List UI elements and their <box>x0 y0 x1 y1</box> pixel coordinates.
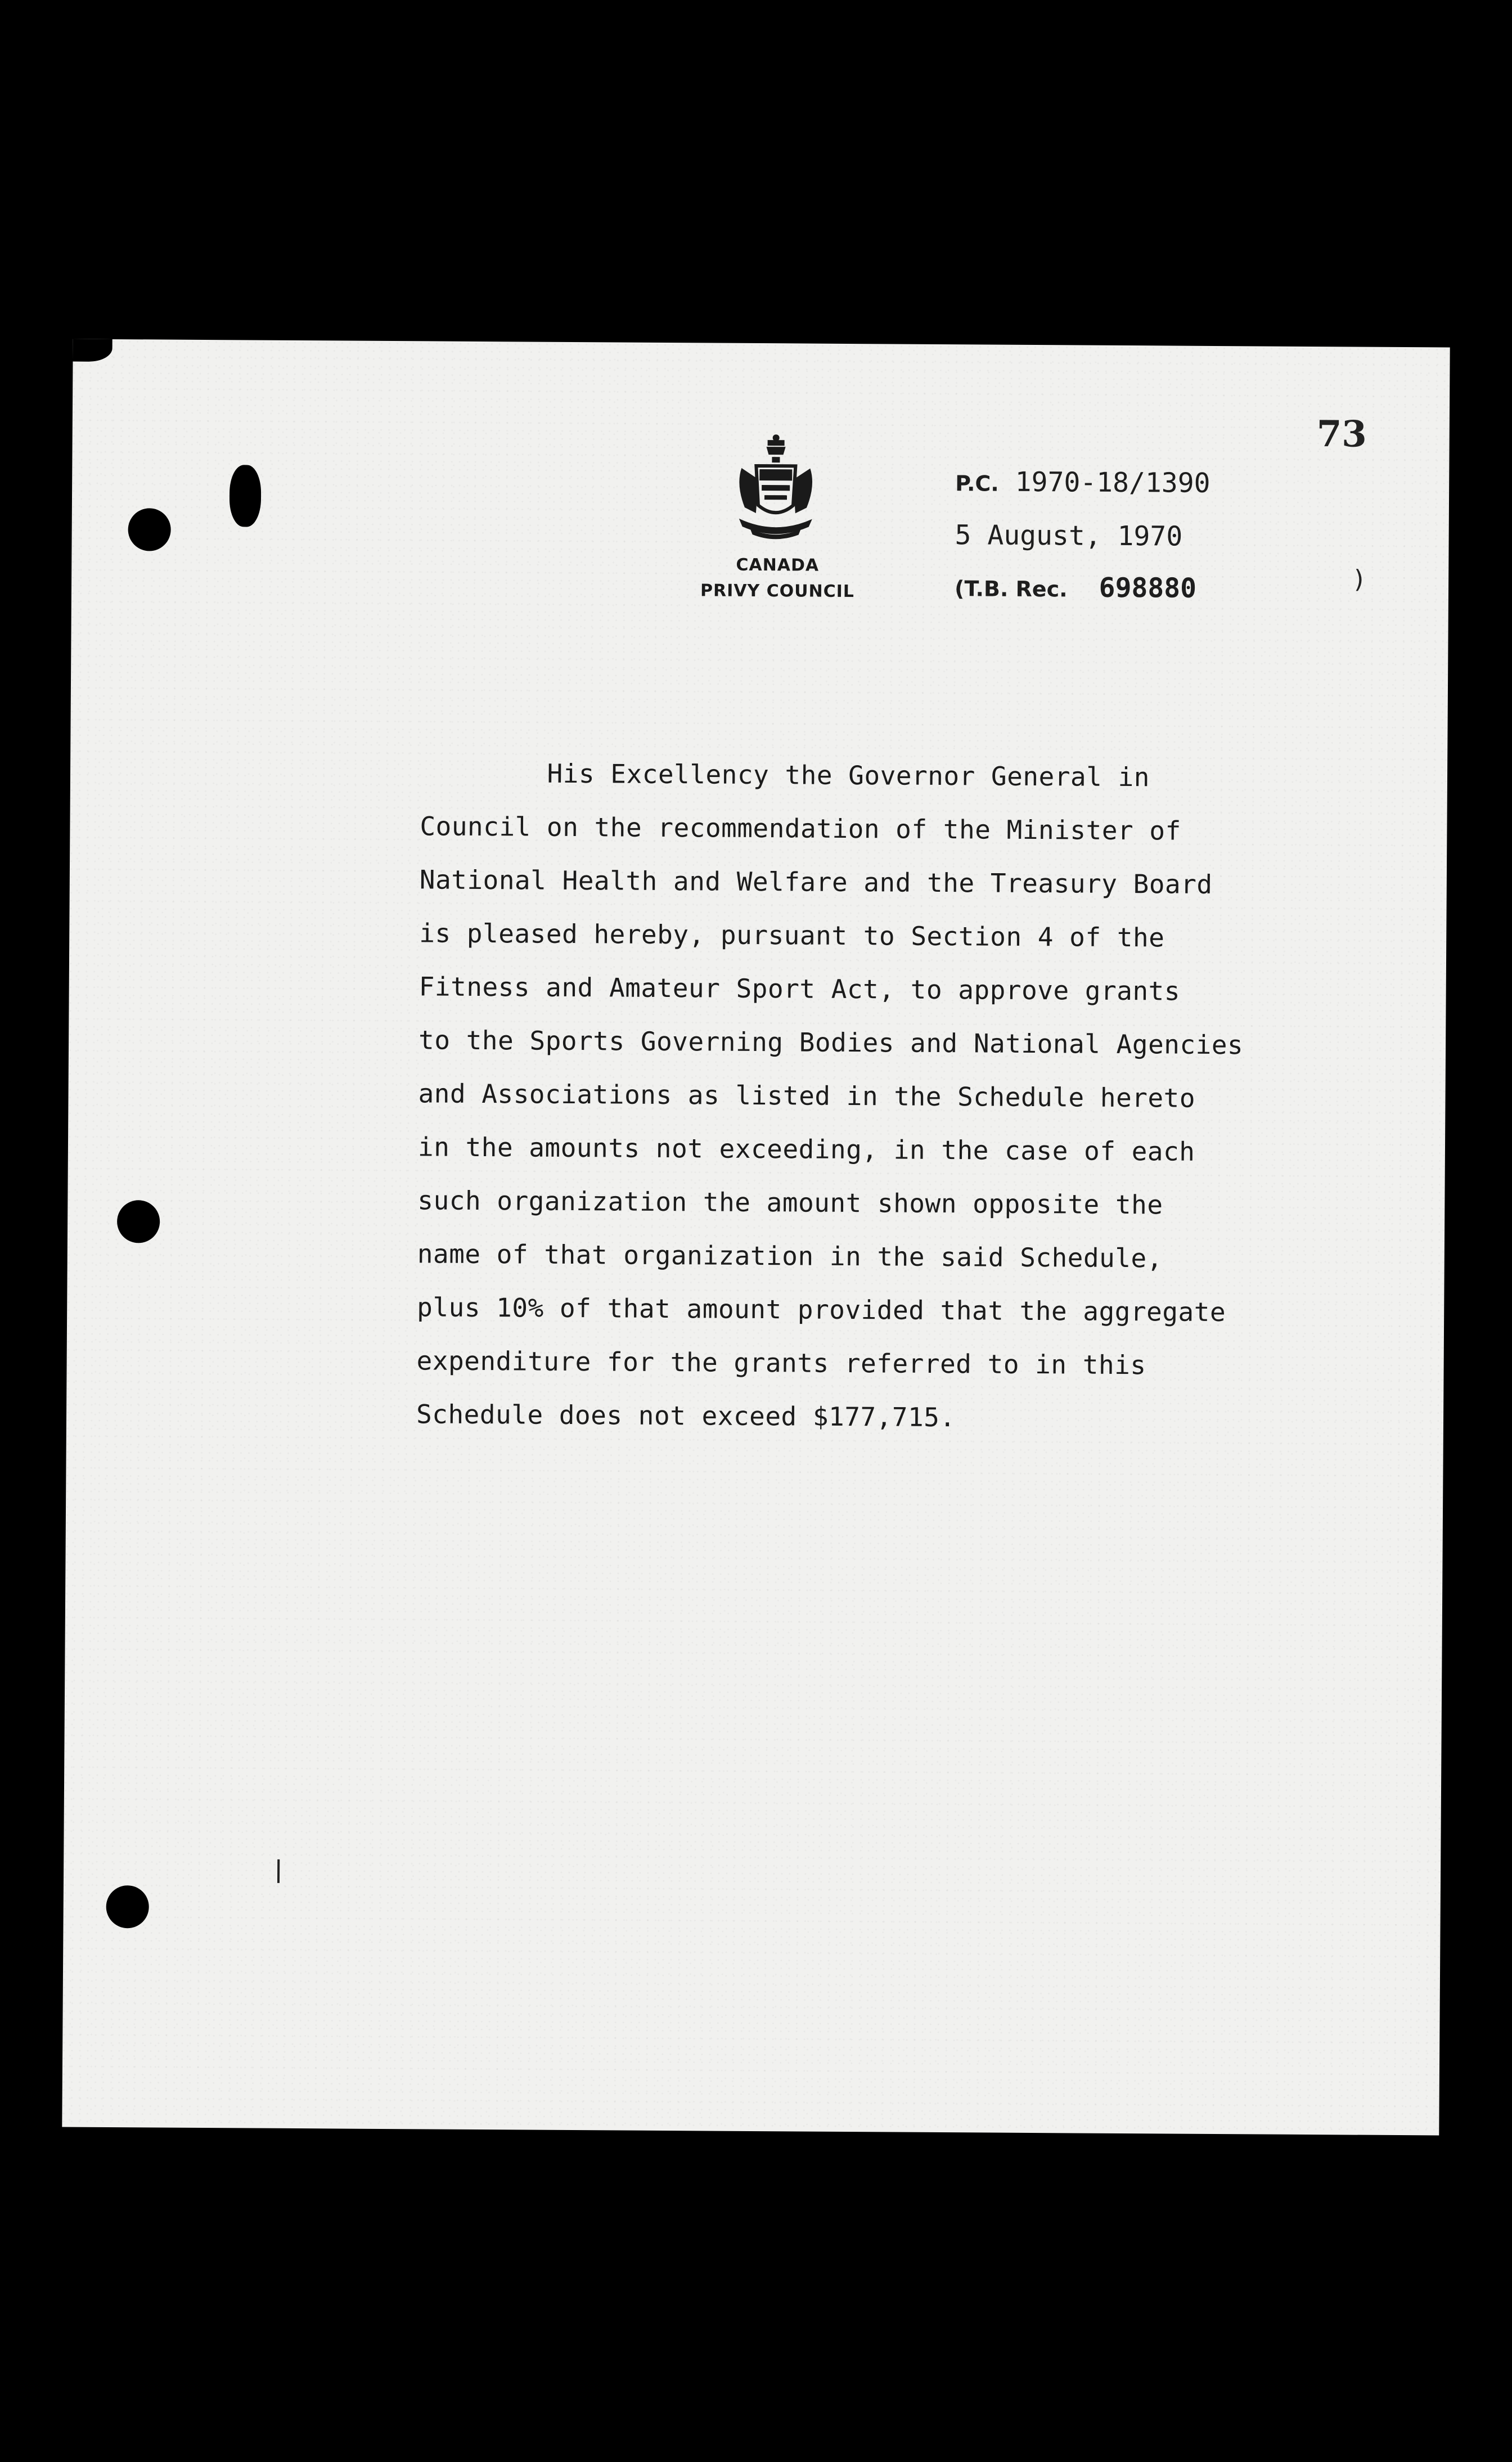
office-label: PRIVY COUNCIL <box>700 581 855 602</box>
body-line: to the Sports Governing Bodies and National Agencies <box>418 1025 1244 1061</box>
reference-block <box>955 456 1210 616</box>
punch-hole-top <box>128 508 170 551</box>
body-line: in the amounts not exceeding, in the case of each <box>417 1131 1195 1167</box>
punch-hole-bottom <box>106 1885 148 1928</box>
ink-mark <box>230 465 262 527</box>
body-line: Fitness and Amateur Sport Act, to approve grants <box>418 971 1181 1007</box>
order-date: 5 August, 1970 <box>955 519 1183 552</box>
tb-number: 698880 <box>1099 572 1197 604</box>
body-line: Council on the recommendation of the Minister of <box>420 811 1181 846</box>
pc-reference <box>955 456 1210 511</box>
order-body <box>416 746 1298 1446</box>
tb-label: (T.B. Rec. <box>954 576 1068 602</box>
body-line: plus 10% of that amount provided that the aggregate <box>417 1292 1226 1328</box>
body-line: expenditure for the grants referred to in this <box>416 1345 1146 1381</box>
country-label: CANADA <box>736 555 820 576</box>
body-line: such organization the amount shown opposite the <box>417 1185 1163 1220</box>
canada-coat-of-arms-icon <box>734 434 818 542</box>
pencil-mark <box>277 1859 280 1883</box>
body-line: is pleased hereby, pursuant to Section 4 of the <box>419 918 1165 953</box>
pc-number: 1970-18/1390 <box>1015 466 1210 499</box>
corner-ink-blot <box>73 339 112 362</box>
privy-council-heading <box>685 552 871 605</box>
body-line: and Associations as listed in the Schedule hereto <box>418 1078 1196 1113</box>
body-line: National Health and Welfare and the Treasury Board <box>419 864 1213 900</box>
page-number: 73 <box>1316 413 1367 456</box>
paper-page <box>62 339 1450 2136</box>
pc-label: P.C. <box>955 471 999 496</box>
tb-close-paren: ) <box>1352 565 1367 594</box>
body-line: Schedule does not exceed $177,715. <box>416 1399 956 1433</box>
punch-hole-middle <box>117 1200 160 1243</box>
body-line: His Excellency the Governor General in <box>547 758 1150 793</box>
tb-reference <box>955 561 1210 616</box>
body-line: name of that organization in the said Schedule, <box>417 1238 1163 1274</box>
